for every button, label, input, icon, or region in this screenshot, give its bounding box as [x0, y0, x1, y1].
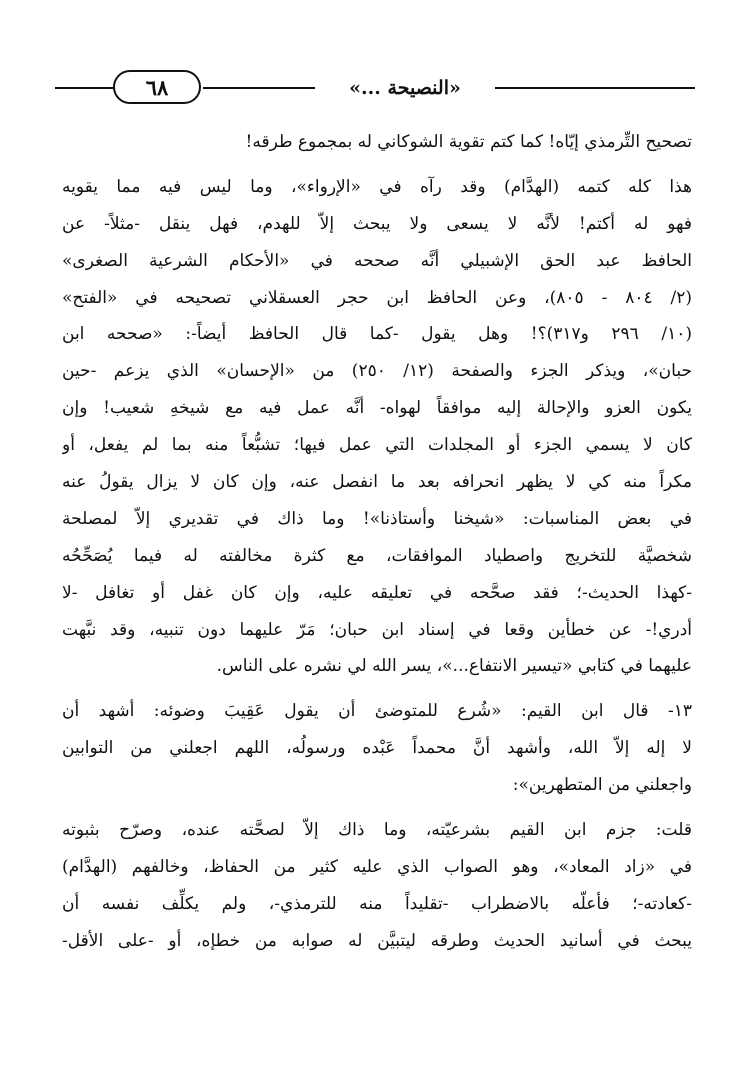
text-line: -كهذا الحديث-؛ فقد صحَّحه في تعليقه عليه، وإن كان غفل أو تغافل -لا — [62, 582, 692, 603]
page-number: ٦٨ — [113, 70, 201, 104]
text-line: يبحث في أسانيد الحديث وطرقه ليتبيَّن له صوابه من خطإه، أو -على الأقل- — [62, 930, 692, 951]
text-line: حبان»، ويذكر الجزء والصفحة (١٢/ ٢٥٠) من «الإحسان» الذي يزعم -حين — [62, 361, 692, 382]
text-line: يكون العزو والإحالة إليه موافقاً لهواه- أنَّه عمل فيه مع شيخهِ شعيب! وإن — [62, 398, 692, 419]
text-line: واجعلني من المتطهرين»: — [512, 775, 692, 796]
text-line: في بعض المناسبات: «شيخنا وأستاذنا»! وما ذاك في تقديري إلاّ لمصلحة — [62, 508, 692, 529]
text-line: أدري!- عن خطأين وقعا في إسناد ابن حبان؛ مَرّ عليهما دون تنبيه، وقد نبَّهت — [62, 619, 692, 640]
text-line: تصحيح التِّرمذي إيّاه! كما كتم تقوية الشوكاني له بمجموع طرقه! — [245, 132, 692, 152]
text-line: ١٣- قال ابن القيم: «شُرع للمتوضئ أن يقول عَقِيبَ وضوئه: أشهد أن — [62, 701, 692, 722]
text-line: قلت: جزم ابن القيم بشرعيّته، وما ذاك إلاّ لصحَّته عنده، وصرّح بثبوته — [62, 820, 692, 841]
page-body — [62, 124, 692, 960]
header-rule-middle — [203, 87, 315, 89]
text-line: شخصيَّة للتخريج واصطياد الموافقات، مع كثرة مخالفته له فيما يُصَحِّحُه — [62, 545, 692, 566]
text-line: (٢/ ٨٠٤ - ٨٠٥)، وعن الحافظ ابن حجر العسقلاني تصحيحه في «الفتح» — [62, 287, 692, 308]
text-line: لا إله إلاّ الله، وأشهد أنَّ محمداً عَبْده ورسولُه، اللهم اجعلني من التوابين — [62, 738, 692, 759]
text-line: فهو له أكتم! لأنَّه لا يسعى ولا يبحث إلاّ للهدم، فهل ينقل -مثلاً- عن — [62, 213, 692, 234]
header-rule-left — [55, 87, 115, 89]
text-line: (١٠/ ٢٩٦ و٣١٧)؟! وهل يقول -كما قال الحافظ أيضاً-: «صححه ابن — [62, 324, 692, 345]
text-line: في «زاد المعاد»، وهو الصواب الذي عليه كثير من الحفاظ، وخالفهم (الهدَّام) — [62, 856, 692, 877]
text-line: الحافظ عبد الحق الإشبيلي أنَّه صححه في «الأحكام الشرعية الصغرى» — [62, 250, 692, 271]
header-rule-right — [495, 87, 695, 89]
text-line: كان لا يسمي الجزء أو المجلدات التي عمل فيها؛ تشبُّعاً منه بما لم يفعل، أو — [62, 435, 692, 456]
text-line: -كعادته-؛ فأعلّه بالاضطراب -تقليداً منه للترمذي-، ولم يكلِّف نفسه أن — [62, 893, 692, 914]
page-header — [55, 66, 695, 110]
text-line: مكراً منه كي لا يظهر انحرافه بعد ما انفصل عنه، وإن كان لا يزال يقولُ عنه — [62, 472, 692, 493]
running-title: «النصيحة ...» — [349, 77, 461, 99]
text-line: عليهما في كتابي «تيسير الانتفاع...»، يسر الله لي نشره على الناس. — [216, 656, 692, 677]
text-line: هذا كله كتمه (الهدَّام) وقد رآه في «الإرواء»، وما ليس فيه مما يقويه — [62, 176, 692, 197]
